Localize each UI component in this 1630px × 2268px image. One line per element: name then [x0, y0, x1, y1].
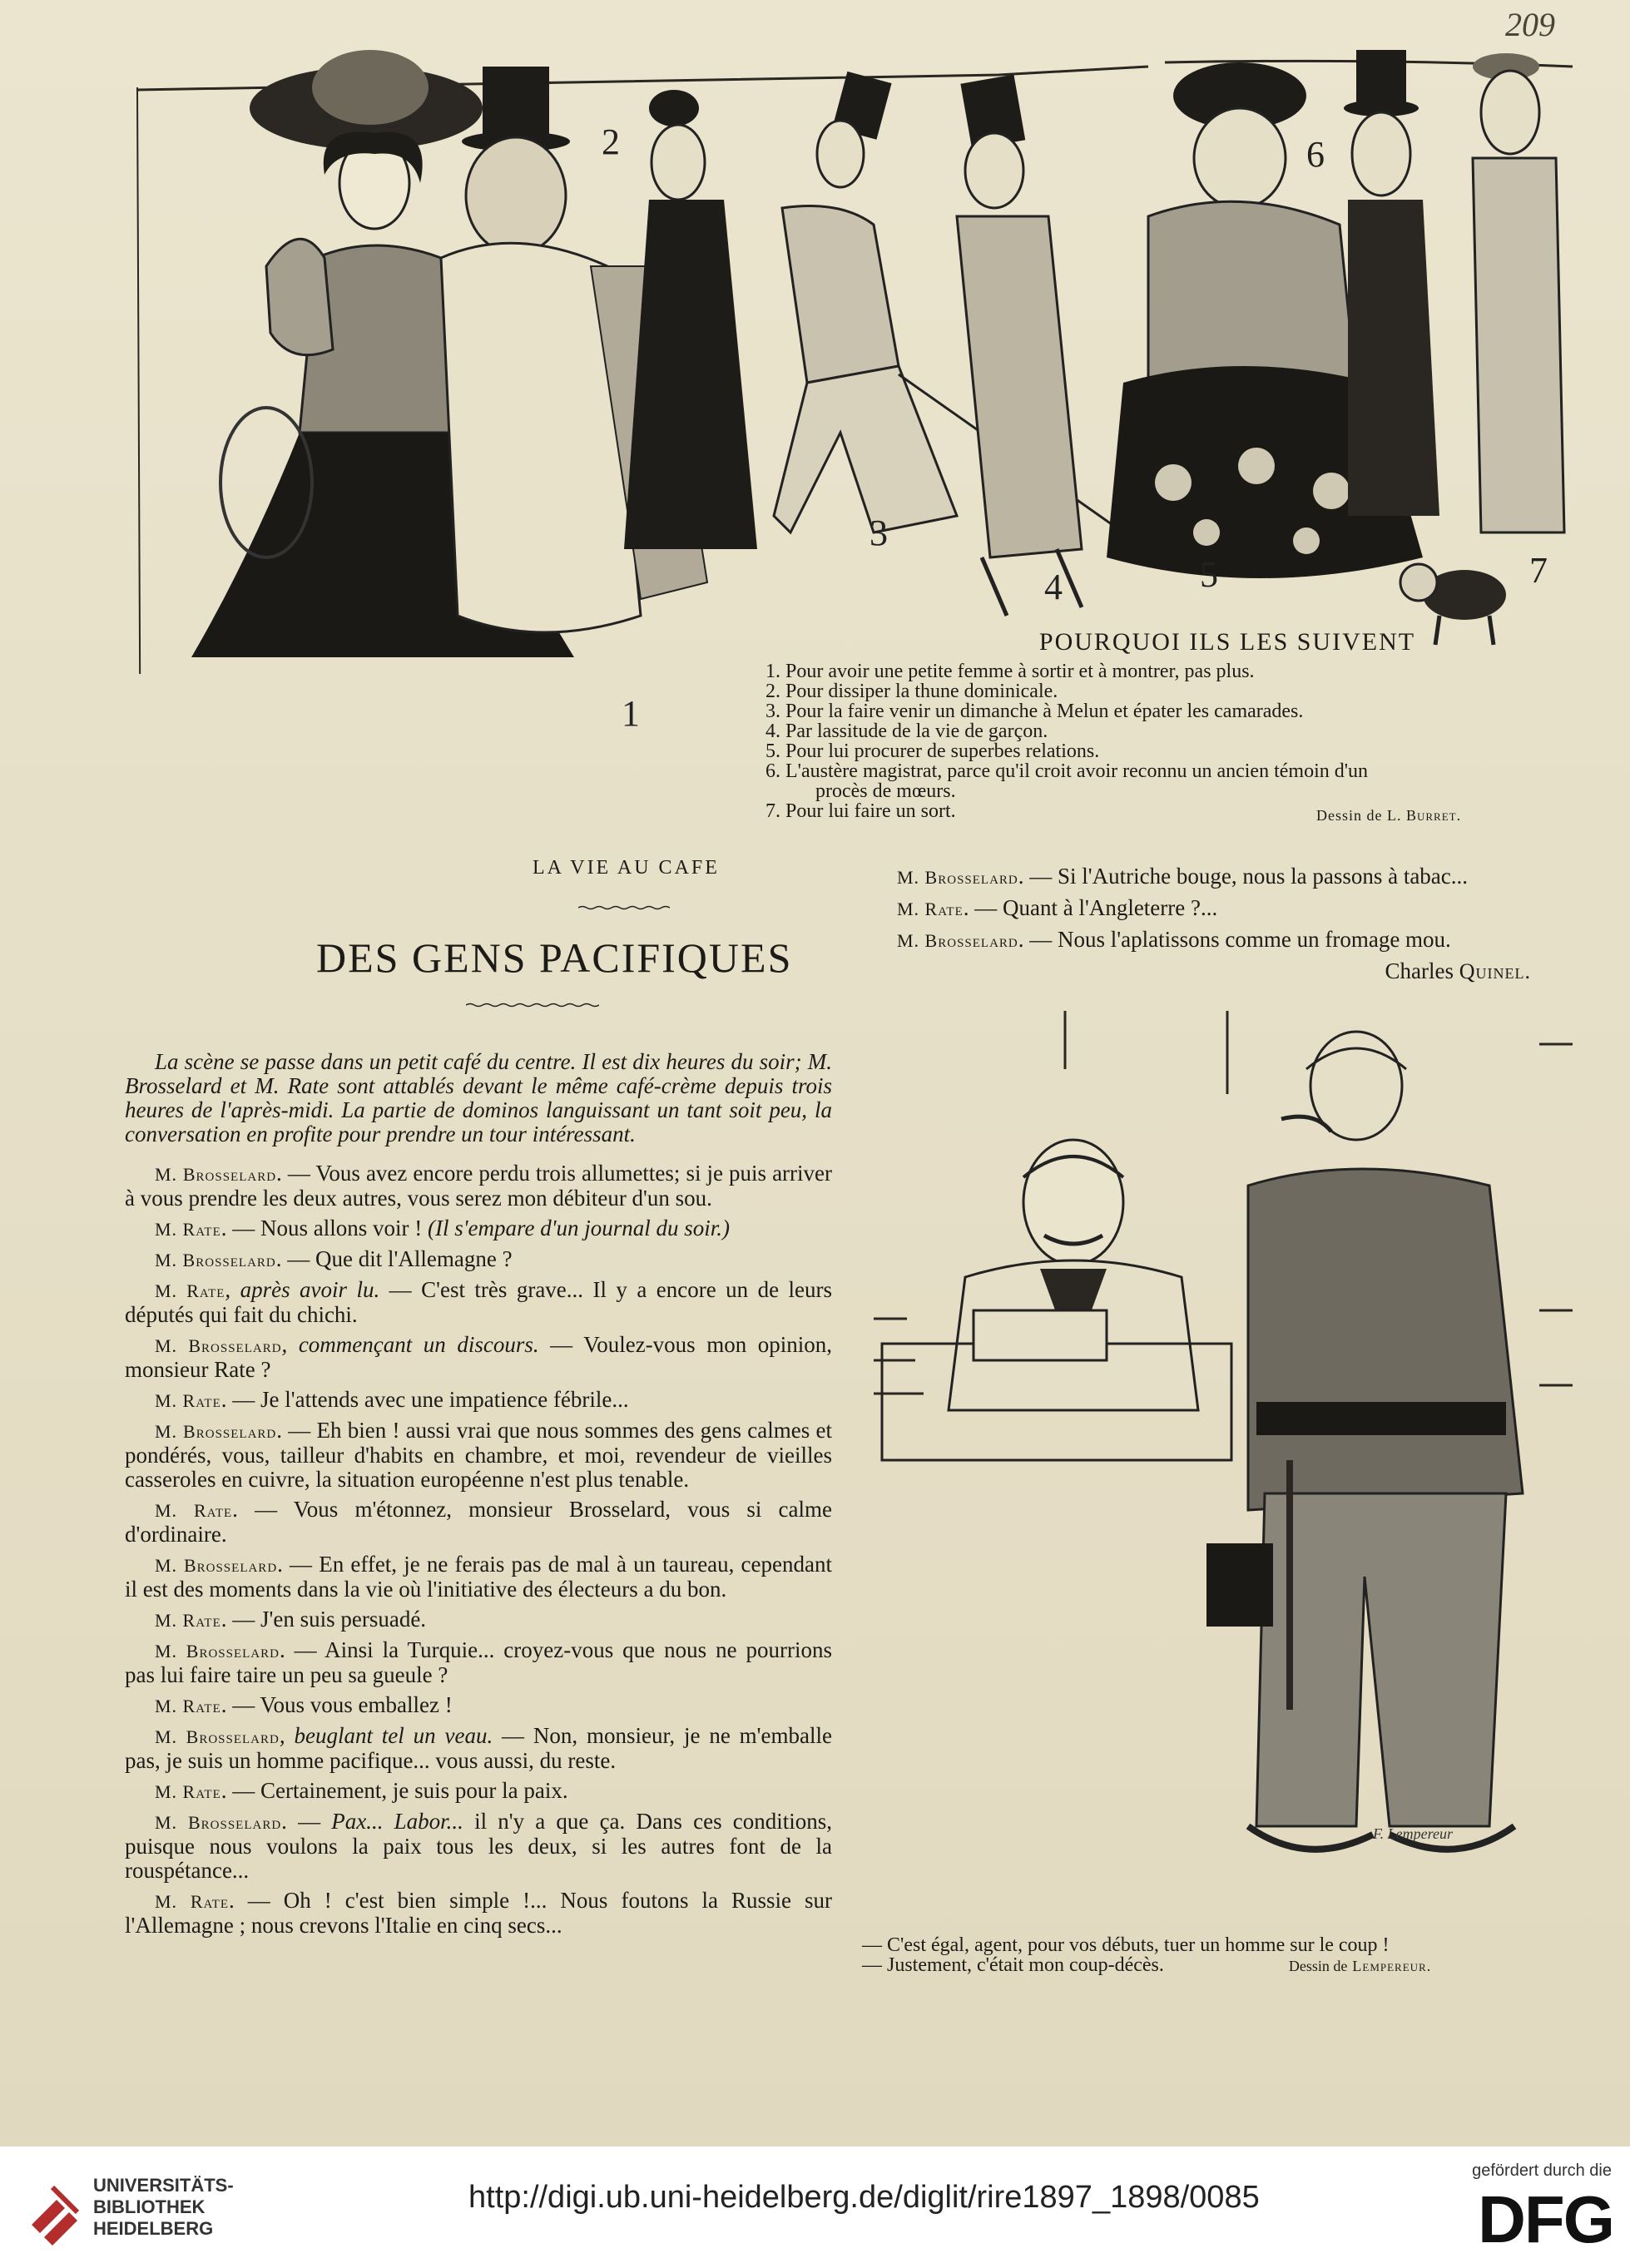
- wavy-rule-top: [578, 905, 670, 910]
- dialogue-line: M. Rate. — J'en suis persuadé.: [155, 1607, 427, 1632]
- dialogue-line: M. Brosselard. — Eh bien ! aussi vrai que nous sommes des gens calmes et pondérés, vous, tailleur d'habits en chambre, et moi, revendeur de vieilles casseroles en cuivre, la situation européenne n'est plus tenable.: [125, 1418, 832, 1492]
- figure-number-1: 1: [622, 693, 640, 734]
- figure-number-2: 2: [602, 121, 620, 162]
- university-logo-icon: [23, 2166, 90, 2250]
- lempereur-signature: F. Lempereur: [1373, 1825, 1453, 1842]
- cafe-scene-drawing: [857, 994, 1589, 1926]
- article-title: DES GENS PACIFIQUES: [316, 934, 793, 981]
- dialogue-line: M. Rate. — Oh ! c'est bien simple !... Nous foutons la Russie sur l'Allemagne ; nous crevons l'Italie en cinq secs...: [125, 1888, 832, 1938]
- dialogue-line: M. Brosselard, commençant un discours. — Voulez-vous mon opinion, monsieur Rate ?: [125, 1332, 832, 1382]
- caption-item: 3. Pour la faire venir un dimanche à Melun et épater les camarades.: [765, 701, 1304, 722]
- figure-number-7: 7: [1529, 550, 1548, 591]
- figure-man-with-cap: [1473, 53, 1564, 532]
- figure-number-6: 6: [1306, 134, 1325, 175]
- handwritten-page-number: 209: [1505, 6, 1555, 43]
- dialogue-column-right: [897, 861, 1581, 987]
- funded-by-text: gefördert durch die: [1472, 2162, 1612, 2180]
- dialogue-column-left: [125, 1050, 832, 1944]
- dialogue-line: M. Rate. — Certainement, je suis pour la paix.: [155, 1778, 568, 1803]
- author-signature: Charles Quinel.: [1385, 958, 1531, 983]
- figure-number-4: 4: [1044, 567, 1063, 607]
- caption-line-1: — C'est égal, agent, pour vos débuts, tuer un homme sur le coup !: [862, 1934, 1390, 1956]
- top-caption-list: [765, 661, 1564, 821]
- university-name: UNIVERSITÄTS- BIBLIOTHEK HEIDELBERG: [93, 2175, 234, 2239]
- intro-paragraph: La scène se passe dans un petit café du centre. Il est dix heures du soir; M. Brosselard et M. Rate sont attablés devant le même café-crème depuis trois heures de l'après-midi. La partie de dominos languissant un tant soit peu, la conversation en profite pour prendre un tour intéressant.: [125, 1049, 832, 1146]
- dialogue-line: M. Rate. — Vous vous emballez !: [155, 1692, 453, 1717]
- dialogue-line: M. Rate, après avoir lu. — C'est très grave... Il y a encore un de leurs députés qui fait du chichi.: [125, 1277, 832, 1327]
- cartoon-figures-drawing: [125, 17, 1589, 674]
- figure-small-man-bowler: [624, 90, 757, 549]
- dialogue-line: M. Rate. — Nous allons voir ! (Il s'empare d'un journal du soir.): [155, 1216, 731, 1240]
- caption-item: 6. L'austère magistrat, parce qu'il croit avoir reconnu un ancien témoin d'un: [765, 760, 1369, 782]
- dfg-logo: DFG: [1478, 2182, 1613, 2256]
- dialogue-line: M. Brosselard. — Que dit l'Allemagne ?: [155, 1246, 513, 1271]
- caption-item: 2. Pour dissiper la thune dominicale.: [765, 681, 1058, 702]
- dialogue-line: M. Brosselard. — Si l'Autriche bouge, nous la passons à tabac...: [897, 864, 1469, 889]
- lower-cartoon-illustration: [857, 994, 1589, 1926]
- dialogue-line: M. Brosselard. — Pax... Labor... il n'y a que ça. Dans ces conditions, puisque nous voulons la paix tous les deux, si les autres font de la rouspétance...: [125, 1809, 832, 1883]
- figure-number-5: 5: [1200, 554, 1218, 595]
- figure-number-3: 3: [869, 513, 888, 553]
- credit-artist-name: Burret.: [1405, 807, 1462, 824]
- top-caption-title: POURQUOI ILS LES SUIVENT: [1038, 628, 1416, 656]
- credit-prefix: Dessin de L.: [1316, 807, 1402, 824]
- lower-caption: [862, 1935, 1569, 1976]
- digital-library-url[interactable]: http://digi.ub.uni-heidelberg.de/diglit/rire1897_1898/0085: [468, 2180, 1260, 2215]
- dialogue-line: M. Brosselard, beuglant tel un veau. — Non, monsieur, je ne m'emballe pas, je suis un homme pacifique... vous aussi, du reste.: [125, 1723, 832, 1773]
- dialogue-line: M. Rate. — Quant à l'Angleterre ?...: [897, 895, 1218, 920]
- dialogue-line: M. Brosselard. — En effet, je ne ferais pas de mal à un taureau, cependant il est des moments dans la vie où l'initiative des électeurs a du bon.: [125, 1552, 832, 1602]
- caption-item: 4. Par lassitude de la vie de garçon.: [765, 721, 1048, 742]
- caption-line-2: — Justement, c'était mon coup-décès. Dessin de Lempereur.: [862, 1954, 1432, 1976]
- caption-item: procès de mœurs.: [815, 780, 956, 802]
- seated-cafe-owner: [949, 1140, 1198, 1410]
- top-illustration-credit: [1316, 807, 1461, 825]
- caption-item: 5. Pour lui procurer de superbes relations.: [765, 740, 1100, 762]
- caption-item: 7. Pour lui faire un sort.: [765, 800, 956, 822]
- digitization-footer: [0, 2147, 1630, 2268]
- figure-man-in-coat: [957, 74, 1082, 616]
- dialogue-line: M. Rate. — Je l'attends avec une impatience fébrile...: [155, 1387, 629, 1412]
- dialogue-line: M. Brosselard. — Nous l'aplatissons comme un fromage mou.: [897, 927, 1451, 952]
- dialogue-line: M. Brosselard. — Vous avez encore perdu trois allumettes; si je puis arriver à vous prendre les deux autres, vous serez mon débiteur d'un sou.: [125, 1161, 833, 1211]
- section-label: LA VIE AU CAFE: [533, 857, 720, 879]
- wavy-rule-bottom: [466, 1003, 599, 1008]
- caption-item: 1. Pour avoir une petite femme à sortir et à montrer, pas plus.: [765, 661, 1255, 682]
- dialogue-line: M. Brosselard. — Ainsi la Turquie... croyez-vous que nous ne pourrions pas lui faire taire un peu sa gueule ?: [125, 1637, 832, 1687]
- figure-magistrate: [1344, 50, 1439, 516]
- dialogue-line: M. Rate. — Vous m'étonnez, monsieur Brosselard, vous si calme d'ordinaire.: [125, 1497, 833, 1547]
- standing-policeman: [1206, 1032, 1523, 1850]
